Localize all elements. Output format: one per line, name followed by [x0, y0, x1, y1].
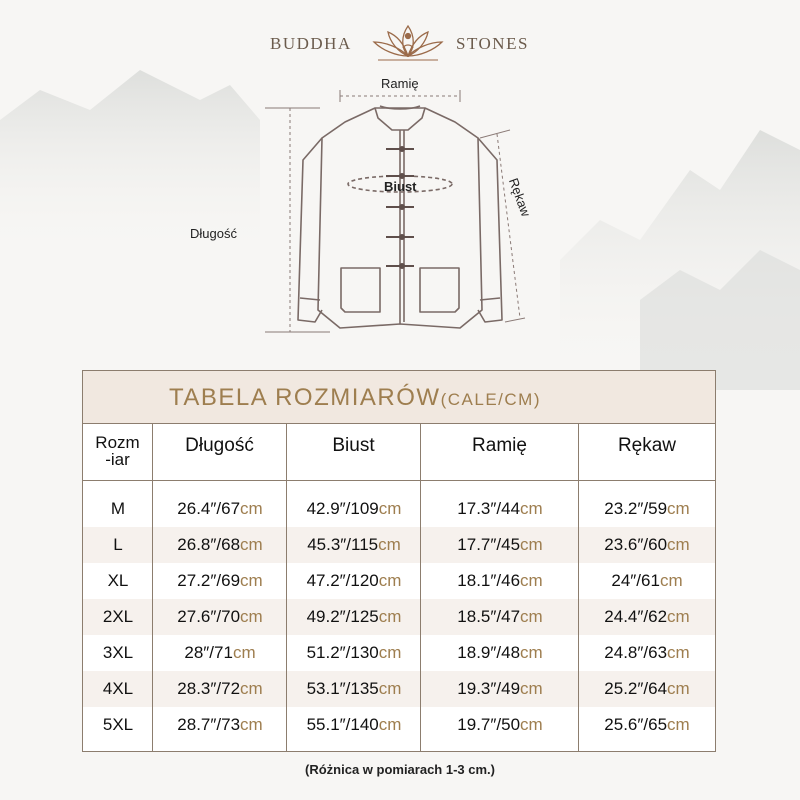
table-row — [83, 671, 715, 707]
cell-rekaw: 25.6″/65cm — [604, 715, 690, 734]
cell-rekaw: 23.2″/59cm — [604, 499, 690, 518]
unit-cm: cm — [667, 643, 690, 662]
cell-dlugosc: 27.6″/70cm — [177, 607, 263, 626]
cell-ramie: 19.7″/50cm — [457, 715, 543, 734]
table-row — [83, 635, 715, 671]
label-rekaw: Rękaw — [505, 176, 534, 219]
header-size: Rozm -iar — [83, 423, 153, 481]
unit-cm: cm — [520, 535, 543, 554]
cell-size: XL — [107, 571, 129, 590]
brand-name-right: STONES — [456, 34, 529, 53]
table-row — [83, 707, 715, 743]
cell-biust: 49.2″/125cm — [306, 607, 402, 626]
unit-cm: cm — [667, 499, 690, 518]
cell-biust: 51.2″/130cm — [306, 643, 402, 662]
column-divider — [152, 481, 153, 751]
unit-cm: cm — [520, 679, 543, 698]
cell-rekaw: 24.8″/63cm — [604, 643, 690, 662]
cell-dlugosc: 27.2″/69cm — [177, 571, 263, 590]
cell-dlugosc: 26.4″/67cm — [177, 499, 263, 518]
cell-rekaw: 24.4″/62cm — [604, 607, 690, 626]
unit-cm: cm — [667, 679, 690, 698]
cell-ramie: 17.3″/44cm — [457, 499, 543, 518]
header-ramie: Ramię — [421, 423, 579, 481]
cell-dlugosc: 28.7″/73cm — [177, 715, 263, 734]
jacket-illustration — [0, 70, 800, 360]
unit-cm: cm — [378, 571, 402, 590]
cell-ramie: 18.9″/48cm — [457, 643, 543, 662]
cell-ramie: 17.7″/45cm — [457, 535, 543, 554]
header-rekaw: Rękaw — [579, 423, 715, 481]
unit-cm: cm — [520, 607, 543, 626]
column-divider — [420, 481, 421, 751]
cell-size: 3XL — [102, 643, 134, 662]
table-title: TABELA ROZMIARÓW(CALE/CM) — [169, 384, 541, 411]
unit-cm: cm — [520, 499, 543, 518]
cell-biust: 42.9″/109cm — [306, 499, 402, 518]
table-row — [83, 599, 715, 635]
cell-dlugosc: 28.3″/72cm — [177, 679, 263, 698]
cell-biust: 55.1″/140cm — [306, 715, 402, 734]
label-ramie: Ramię — [381, 76, 419, 91]
column-divider — [286, 481, 287, 751]
brand-header — [0, 22, 800, 66]
unit-cm: cm — [667, 535, 690, 554]
cell-rekaw: 24″/61cm — [611, 571, 683, 590]
cell-size: 2XL — [102, 607, 134, 626]
unit-cm: cm — [378, 679, 402, 698]
unit-cm: cm — [240, 499, 263, 518]
unit-cm: cm — [378, 715, 402, 734]
label-biust: Biust — [384, 179, 417, 194]
table-title-units: (CALE/CM) — [440, 390, 541, 409]
table-row — [83, 527, 715, 563]
unit-cm: cm — [240, 535, 263, 554]
table-row — [83, 491, 715, 527]
table-row — [83, 563, 715, 599]
brand-name-left: BUDDHA — [270, 34, 352, 53]
cell-dlugosc: 26.8″/68cm — [177, 535, 263, 554]
unit-cm: cm — [232, 643, 256, 662]
cell-ramie: 18.1″/46cm — [457, 571, 543, 590]
unit-cm: cm — [520, 715, 543, 734]
unit-cm: cm — [378, 607, 402, 626]
label-dlugosc: Długość — [190, 226, 237, 241]
header-biust: Biust — [287, 423, 421, 481]
cell-size: 4XL — [102, 679, 134, 698]
unit-cm: cm — [520, 643, 543, 662]
table-title-bar — [83, 371, 715, 424]
unit-cm: cm — [240, 715, 263, 734]
size-table — [82, 370, 716, 752]
cell-size: L — [113, 535, 123, 554]
unit-cm: cm — [667, 715, 690, 734]
lotus-meditation-icon — [368, 22, 448, 66]
cell-rekaw: 25.2″/64cm — [604, 679, 690, 698]
column-divider — [578, 481, 579, 751]
cell-rekaw: 23.6″/60cm — [604, 535, 690, 554]
header-dlugosc: Długość — [153, 423, 287, 481]
unit-cm: cm — [378, 643, 402, 662]
cell-biust: 47.2″/120cm — [306, 571, 402, 590]
unit-cm: cm — [240, 679, 263, 698]
unit-cm: cm — [240, 571, 263, 590]
unit-cm: cm — [659, 571, 683, 590]
cell-biust: 45.3″/115cm — [307, 535, 401, 554]
unit-cm: cm — [667, 607, 690, 626]
unit-cm: cm — [378, 535, 401, 554]
cell-ramie: 19.3″/49cm — [457, 679, 543, 698]
cell-dlugosc: 28″/71cm — [184, 643, 256, 662]
unit-cm: cm — [240, 607, 263, 626]
measurement-note: (Różnica w pomiarach 1-3 cm.) — [305, 762, 495, 777]
cell-size: 5XL — [102, 715, 134, 734]
unit-cm: cm — [378, 499, 402, 518]
unit-cm: cm — [520, 571, 543, 590]
cell-size: M — [110, 499, 126, 518]
cell-biust: 53.1″/135cm — [306, 679, 402, 698]
cell-ramie: 18.5″/47cm — [457, 607, 543, 626]
garment-diagram — [0, 70, 800, 360]
